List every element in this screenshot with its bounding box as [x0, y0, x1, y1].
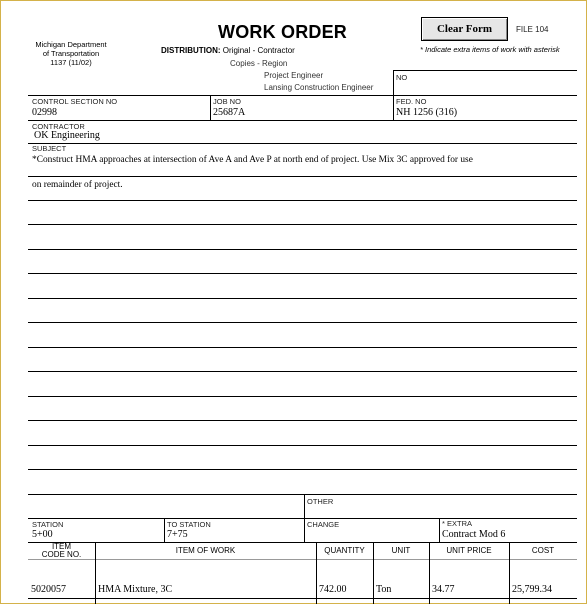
col-header-cost: COST: [531, 546, 555, 555]
ruled-line: [28, 420, 577, 421]
ruled-line: [28, 445, 577, 446]
distribution-project-engineer: Project Engineer: [264, 71, 324, 80]
fed-no-field[interactable]: NH 1256 (316): [396, 107, 458, 118]
clear-form-button[interactable]: Clear Form: [421, 17, 508, 41]
distribution-line: [161, 46, 295, 55]
col-header-unit: UNIT: [391, 546, 411, 555]
agency-line-2: of Transportation: [42, 49, 100, 58]
contractor-label: CONTRACTOR: [32, 122, 85, 131]
other-top-rule: [28, 494, 577, 495]
contractor-field[interactable]: OK Engineering: [34, 130, 100, 141]
distribution-label: DISTRIBUTION:: [161, 46, 221, 55]
table-row-rule: [28, 598, 577, 599]
col-header-unit-price: UNIT PRICE: [446, 546, 492, 555]
row3-top-rule: [28, 143, 577, 144]
file-number: FILE 104: [516, 25, 549, 34]
station-label: STATION: [32, 520, 64, 529]
table-header-bottom-rule: [28, 559, 577, 560]
other-divider: [304, 494, 305, 519]
no-box-left: [393, 70, 394, 96]
ruled-line: [28, 176, 577, 177]
ruled-line: [28, 371, 577, 372]
row-unit-price-cell[interactable]: 34.77: [432, 584, 455, 595]
ruled-line: [28, 396, 577, 397]
form-title: WORK ORDER: [218, 22, 347, 42]
row1-divider-b: [393, 95, 394, 120]
station-field[interactable]: 5+00: [32, 529, 53, 540]
station-top-rule: [28, 518, 577, 519]
table-header-top-rule: [28, 542, 577, 543]
ruled-line: [28, 224, 577, 225]
col-header-code: ITEM CODE NO.: [41, 542, 82, 559]
fed-no-label: FED. NO: [396, 97, 427, 106]
distribution-copies: Copies - Region: [230, 59, 288, 68]
row-item-cell[interactable]: HMA Mixture, 3C: [98, 584, 173, 595]
col-header-quantity: QUANTITY: [324, 546, 365, 555]
ruled-line: [28, 273, 577, 274]
ruled-line: [28, 469, 577, 470]
change-label: CHANGE: [307, 520, 340, 529]
subject-line-1[interactable]: *Construct HMA approaches at intersection of Ave A and Ave P at north end of project. Use Mix 3C approved for use: [32, 155, 473, 165]
ruled-line: [28, 347, 577, 348]
no-label: NO: [396, 73, 408, 82]
row-cost-cell[interactable]: 25,799.34: [512, 584, 552, 595]
to-station-field[interactable]: 7+75: [167, 529, 188, 540]
ruled-line: [28, 200, 577, 201]
distribution-lansing: Lansing Construction Engineer: [264, 83, 374, 92]
other-label: OTHER: [307, 497, 334, 506]
row1-divider-a: [210, 95, 211, 120]
to-station-label: TO STATION: [167, 520, 211, 529]
agency-block: [30, 40, 112, 67]
row-code-cell[interactable]: 5020057: [31, 584, 66, 595]
control-section-field[interactable]: 02998: [32, 107, 57, 118]
row2-top-rule: [28, 120, 577, 121]
row-unit-cell[interactable]: Ton: [376, 584, 392, 595]
ruled-line: [28, 249, 577, 250]
job-no-label: JOB NO: [213, 97, 241, 106]
job-no-field[interactable]: 25687A: [213, 107, 246, 118]
agency-line-1: Michigan Department: [35, 40, 107, 49]
extra-field[interactable]: Contract Mod 6: [442, 529, 506, 540]
station-divider-c: [439, 518, 440, 542]
ruled-line: [28, 322, 577, 323]
no-box-top: [393, 70, 577, 71]
row1-top-rule: [28, 95, 577, 96]
station-divider-b: [304, 518, 305, 542]
distribution-original: Original - Contractor: [222, 46, 295, 55]
station-divider-a: [164, 518, 165, 542]
col-header-item: ITEM OF WORK: [175, 546, 236, 555]
extra-label: * EXTRA: [442, 519, 473, 528]
ruled-line: [28, 298, 577, 299]
row-quantity-cell[interactable]: 742.00: [319, 584, 347, 595]
control-section-label: CONTROL SECTION NO: [32, 97, 118, 106]
agency-line-3: 1137 (11/02): [50, 58, 92, 67]
subject-line-2[interactable]: on remainder of project.: [32, 180, 123, 190]
asterisk-note: * Indicate extra items of work with asterisk: [420, 45, 560, 54]
subject-label: SUBJECT: [32, 144, 67, 153]
